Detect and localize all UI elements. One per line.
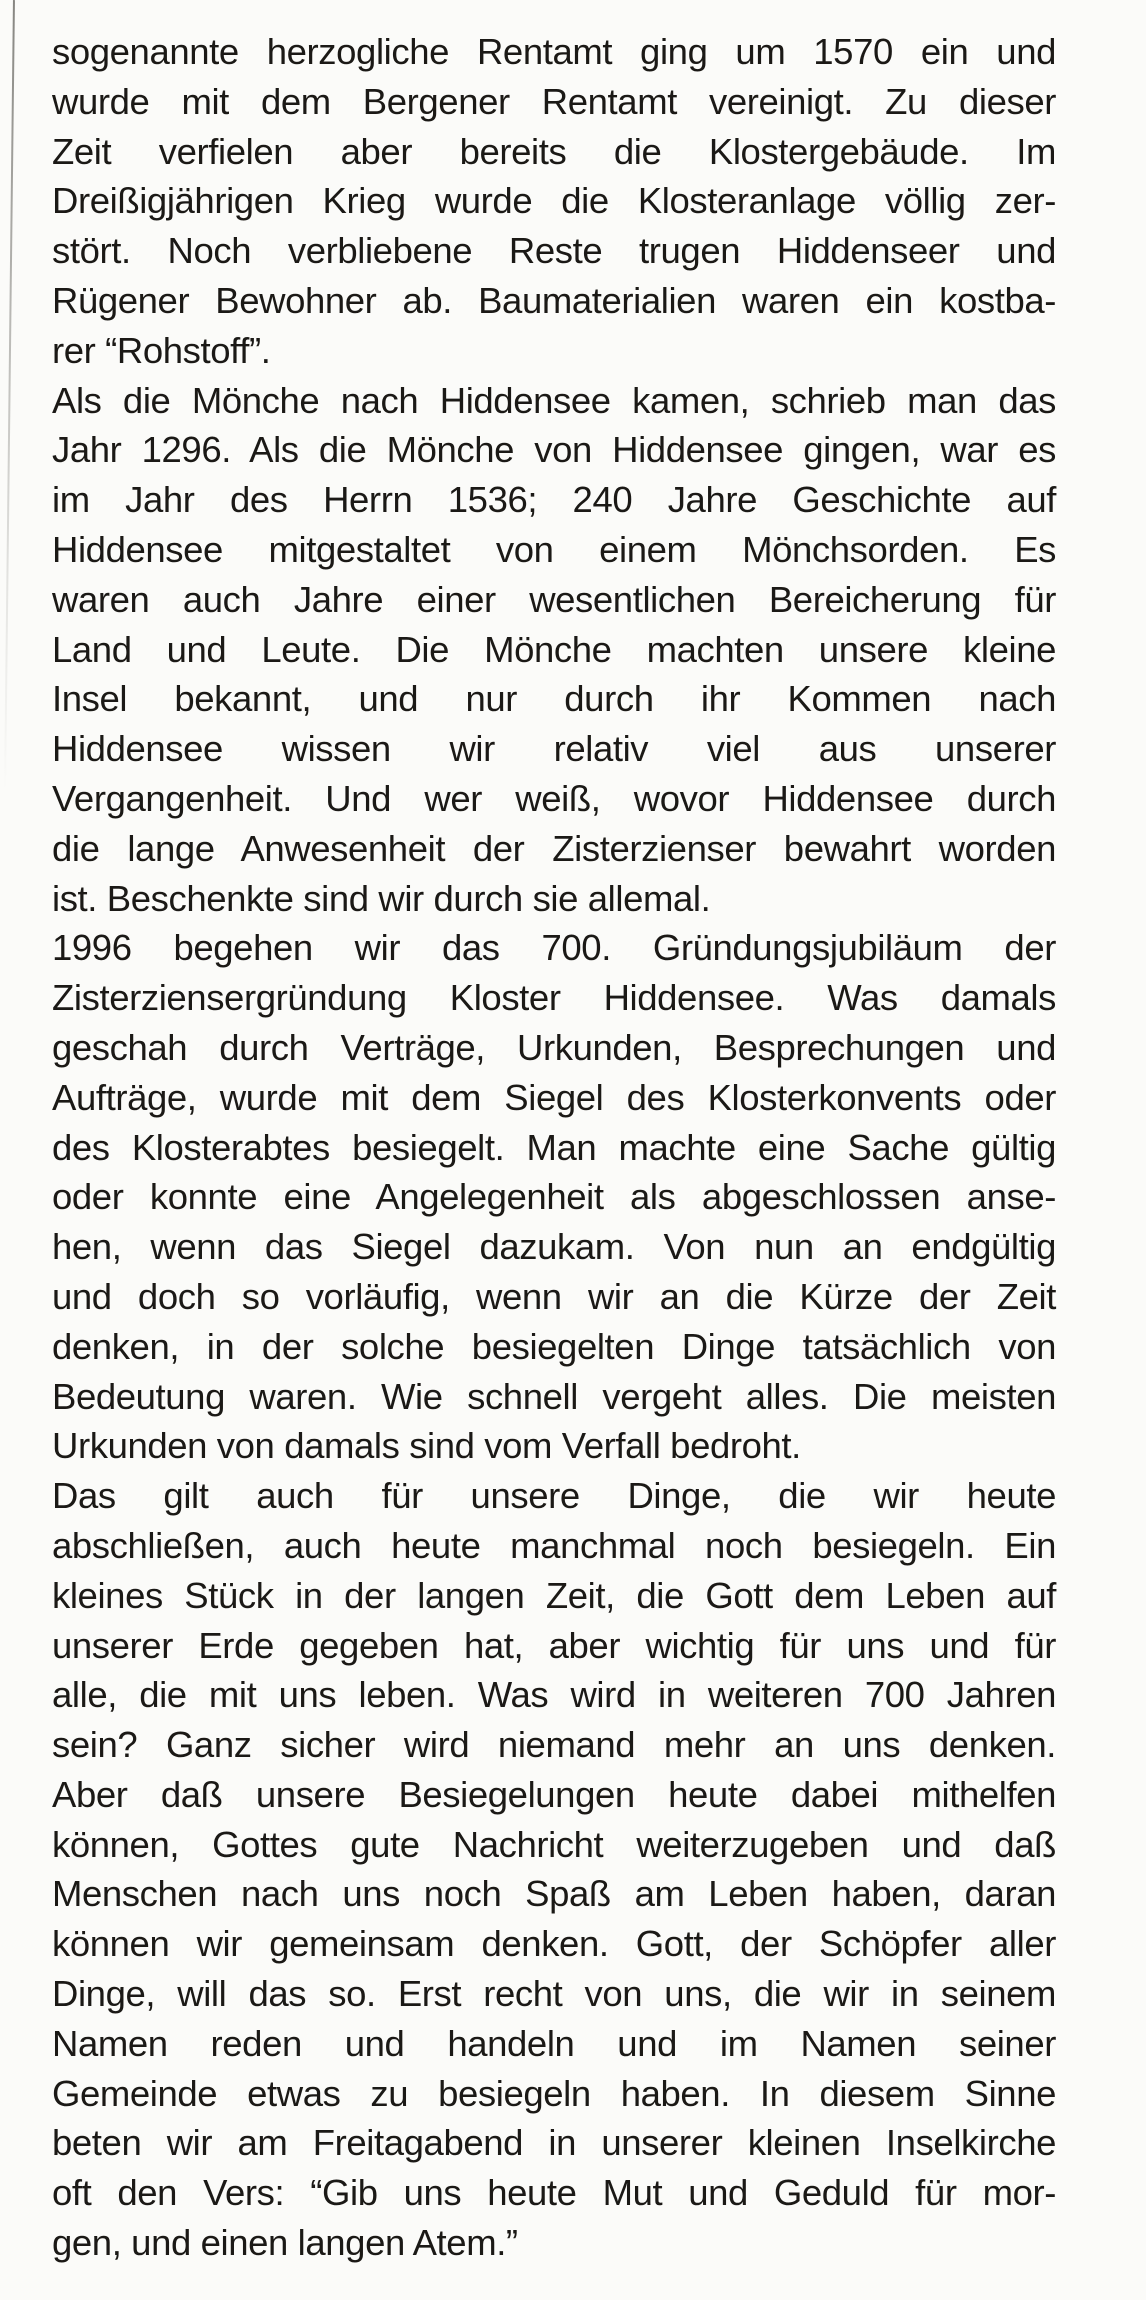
text-line: unserer Erde gegeben hat, aber wichtig für uns und für [52, 1624, 1056, 1666]
text-line: können, Gottes gute Nachricht weiterzugeben und daß [52, 1823, 1056, 1865]
text-line: Dreißigjährigen Krieg wurde die Klosteranlage völlig zer- [52, 180, 1056, 222]
text-line: und doch so vorläufig, wenn wir an die Kürze der Zeit [52, 1275, 1056, 1317]
text-line: alle, die mit uns leben. Was wird in weiteren 700 Jahren [52, 1674, 1056, 1716]
text-line: gen, und einen langen Atem.” [52, 2222, 518, 2264]
text-line: Gemeinde etwas zu besiegeln haben. In diesem Sinne [52, 2072, 1056, 2114]
text-line: Urkunden von damals sind vom Verfall bedroht. [52, 1425, 801, 1467]
text-line: Dinge, will das so. Erst recht von uns, die wir in seinem [52, 1973, 1056, 2015]
text-line: des Klosterabtes besiegelt. Man machte eine Sache gültig [52, 1126, 1056, 1168]
text-line: waren auch Jahre einer wesentlichen Bereicherung für [52, 578, 1056, 620]
text-line: ist. Beschenkte sind wir durch sie allemal. [52, 877, 711, 919]
text-line: rer “Rohstoff”. [52, 329, 271, 371]
text-line: kleines Stück in der langen Zeit, die Gott dem Leben auf [52, 1574, 1056, 1616]
text-line: Menschen nach uns noch Spaß am Leben haben, daran [52, 1873, 1056, 1915]
text-line: Zisterziensergründung Kloster Hiddensee. Was damals [52, 977, 1056, 1019]
text-line: Aufträge, wurde mit dem Siegel des Klosterkonvents oder [52, 1076, 1056, 1118]
text-line: Aber daß unsere Besiegelungen heute dabei mithelfen [52, 1773, 1056, 1815]
text-line: können wir gemeinsam denken. Gott, der Schöpfer aller [52, 1923, 1056, 1965]
text-line: wurde mit dem Bergener Rentamt vereinigt. Zu dieser [52, 80, 1056, 122]
text-line: Jahr 1296. Als die Mönche von Hiddensee gingen, war es [52, 429, 1056, 471]
text-line: oft den Vers: “Gib uns heute Mut und Geduld für mor- [52, 2172, 1056, 2214]
text-line: Zeit verfielen aber bereits die Klostergebäude. Im [52, 130, 1056, 172]
text-line: Hiddensee mitgestaltet von einem Mönchsorden. Es [52, 528, 1056, 570]
text-line: Bedeutung waren. Wie schnell vergeht alles. Die meisten [52, 1375, 1056, 1417]
text-line: Namen reden und handeln und im Namen seiner [52, 2022, 1056, 2064]
page-text [52, 27, 1056, 2268]
text-line: Rügener Bewohner ab. Baumaterialien waren ein kostba- [52, 279, 1056, 321]
text-line: Hiddensee wissen wir relativ viel aus unserer [52, 728, 1056, 770]
text-line: Das gilt auch für unsere Dinge, die wir heute [52, 1475, 1056, 1517]
text-line: beten wir am Freitagabend in unserer kleinen Inselkirche [52, 2122, 1056, 2164]
text-line: sogenannte herzogliche Rentamt ging um 1570 ein und [52, 31, 1056, 72]
text-line: abschließen, auch heute manchmal noch besiegeln. Ein [52, 1524, 1056, 1566]
text-line: im Jahr des Herrn 1536; 240 Jahre Geschichte auf [52, 479, 1056, 521]
text-line: denken, in der solche besiegelten Dinge tatsächlich von [52, 1325, 1056, 1367]
text-line: Als die Mönche nach Hiddensee kamen, schrieb man das [52, 379, 1056, 421]
text-line: oder konnte eine Angelegenheit als abgeschlossen anse- [52, 1176, 1056, 1218]
text-line: Land und Leute. Die Mönche machten unsere kleine [52, 628, 1056, 670]
text-line: stört. Noch verbliebene Reste trugen Hiddenseer und [52, 230, 1056, 272]
text-line: die lange Anwesenheit der Zisterzienser bewahrt worden [52, 827, 1056, 869]
text-line: geschah durch Verträge, Urkunden, Besprechungen und [52, 1026, 1056, 1068]
text-line: Vergangenheit. Und wer weiß, wovor Hiddensee durch [52, 777, 1056, 819]
text-line: hen, wenn das Siegel dazukam. Von nun an endgültig [52, 1226, 1056, 1268]
text-line: 1996 begehen wir das 700. Gründungsjubiläum der [52, 927, 1056, 969]
text-line: Insel bekannt, und nur durch ihr Kommen nach [52, 678, 1056, 720]
scan-edge-artifact [4, 0, 15, 790]
text-line: sein? Ganz sicher wird niemand mehr an uns denken. [52, 1724, 1056, 1766]
